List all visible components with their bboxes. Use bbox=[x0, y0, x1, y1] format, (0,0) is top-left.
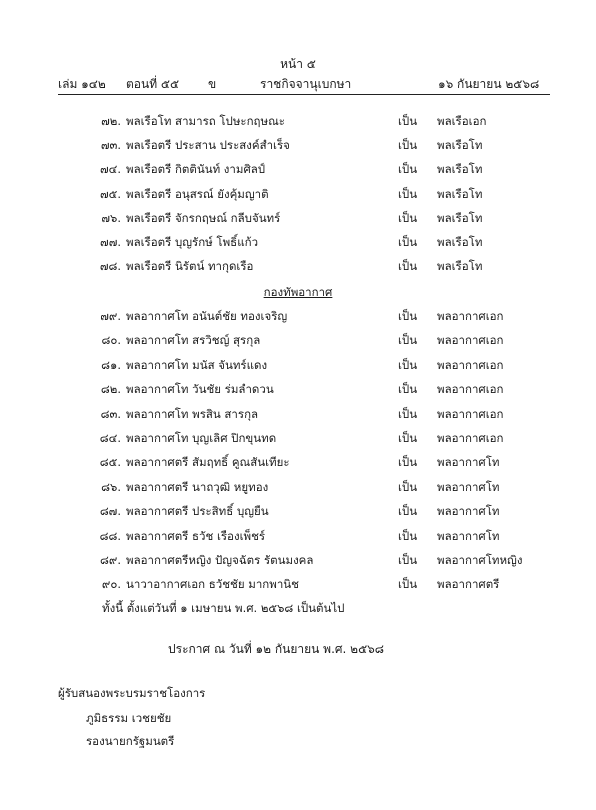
promotion-row bbox=[0, 454, 596, 474]
new-rank: พลอากาศเอก bbox=[437, 357, 504, 372]
row-number: ๗๔. bbox=[99, 162, 121, 177]
row-number: ๘๐. bbox=[101, 333, 121, 348]
new-rank: พลอากาศโทหญิง bbox=[437, 553, 523, 567]
row-number: ๘๔. bbox=[99, 431, 121, 445]
promotion-row bbox=[0, 137, 596, 157]
officer-name: พลเรือตรี อนุสรณ์ ยังคุ้มญาติ bbox=[126, 186, 269, 201]
row-number: ๗๖. bbox=[101, 210, 121, 225]
promotion-row bbox=[0, 576, 596, 596]
row-number: ๘๕. bbox=[99, 455, 121, 470]
announcement-date: ประกาศ ณ วันที่ ๑๒ กันยายน พ.ศ. ๒๕๖๘ bbox=[168, 642, 385, 656]
promotion-row bbox=[0, 161, 596, 181]
promotion-row bbox=[0, 332, 596, 352]
row-number: ๘๒. bbox=[100, 382, 121, 397]
new-rank: พลอากาศตรี bbox=[437, 577, 500, 592]
officer-name: พลอากาศตรี ธวัช เรืองเพ็ชร์ bbox=[126, 528, 266, 543]
row-number: ๘๖. bbox=[101, 479, 121, 494]
to-word: เป็น bbox=[398, 382, 418, 397]
promotion-row bbox=[0, 186, 596, 206]
new-rank: พลอากาศโท bbox=[437, 455, 500, 470]
officer-name: พลอากาศโท บุญเลิศ ปิกขุนทด bbox=[126, 431, 277, 445]
promotion-row bbox=[0, 210, 596, 230]
countersign-label: ผู้รับสนองพระบรมราชโองการ bbox=[58, 686, 206, 700]
to-word: เป็น bbox=[398, 431, 418, 445]
new-rank: พลเรือโท bbox=[437, 235, 483, 249]
officer-name: พลอากาศตรี นาถวุฒิ หยูทอง bbox=[126, 479, 269, 494]
new-rank: พลอากาศโท bbox=[437, 504, 500, 519]
promotion-row bbox=[0, 552, 596, 572]
page-number: หน้า ๕ bbox=[280, 57, 316, 71]
promotion-row bbox=[0, 234, 596, 254]
volume-label: เล่ม ๑๔๒ bbox=[58, 77, 106, 91]
new-rank: พลเรือโท bbox=[437, 162, 483, 177]
row-number: ๙๐. bbox=[101, 577, 121, 592]
to-word: เป็น bbox=[398, 553, 418, 567]
row-number: ๗๘. bbox=[99, 259, 121, 274]
officer-name: พลเรือตรี จักรกฤษณ์ กลีบจันทร์ bbox=[126, 210, 281, 225]
gazette-header-line bbox=[58, 75, 548, 93]
new-rank: พลเรือโท bbox=[437, 138, 483, 153]
to-word: เป็น bbox=[398, 357, 418, 372]
row-number: ๗๓. bbox=[100, 138, 121, 153]
to-word: เป็น bbox=[398, 504, 418, 519]
header-divider bbox=[58, 94, 550, 95]
row-number: ๘๘. bbox=[99, 528, 121, 543]
promotion-row bbox=[0, 357, 596, 377]
row-number: ๘๗. bbox=[99, 504, 121, 519]
officer-name: พลเรือตรี นิรัตน์ ทากุดเรือ bbox=[126, 259, 254, 274]
to-word: เป็น bbox=[398, 479, 418, 494]
promotion-row bbox=[0, 406, 596, 426]
to-word: เป็น bbox=[398, 406, 418, 421]
to-word: เป็น bbox=[398, 309, 418, 323]
new-rank: พลเรือเอก bbox=[437, 114, 487, 128]
issue-label: ตอนที่ ๕๕ bbox=[126, 77, 180, 91]
new-rank: พลอากาศเอก bbox=[437, 406, 504, 421]
issue-date: ๑๖ กันยายน ๒๕๖๘ bbox=[438, 77, 540, 91]
to-word: เป็น bbox=[398, 455, 418, 470]
row-number: ๘๙. bbox=[100, 553, 121, 567]
new-rank: พลอากาศโท bbox=[437, 528, 500, 543]
row-number: ๗๙. bbox=[100, 309, 121, 323]
to-word: เป็น bbox=[398, 333, 418, 348]
to-word: เป็น bbox=[398, 210, 418, 225]
officer-name: พลอากาศโท พรสิน สารกุล bbox=[126, 406, 259, 421]
row-number: ๗๗. bbox=[100, 235, 121, 249]
officer-name: พลอากาศโท มนัส จันทร์แดง bbox=[126, 357, 268, 372]
gazette-title: ราชกิจจานุเบกษา bbox=[260, 77, 352, 91]
promotion-row bbox=[0, 308, 596, 328]
officer-name: พลอากาศโท อนันต์ชัย ทองเจริญ bbox=[126, 309, 288, 323]
to-word: เป็น bbox=[398, 186, 418, 201]
promotion-row bbox=[0, 430, 596, 450]
new-rank: พลอากาศเอก bbox=[437, 431, 504, 445]
officer-name: พลเรือตรี ประสาน ประสงค์สำเร็จ bbox=[126, 138, 290, 153]
to-word: เป็น bbox=[398, 528, 418, 543]
promotion-row bbox=[0, 503, 596, 523]
officer-name: พลอากาศตรี สัมฤทธิ์ คูณสันเทียะ bbox=[126, 455, 290, 470]
to-word: เป็น bbox=[398, 138, 418, 153]
signatory-position: รองนายกรัฐมนตรี bbox=[86, 734, 175, 748]
new-rank: พลอากาศโท bbox=[437, 479, 500, 494]
officer-name: พลเรือโท สามารถ โปษะกฤษณะ bbox=[126, 114, 285, 128]
row-number: ๘๓. bbox=[100, 406, 121, 421]
new-rank: พลเรือโท bbox=[437, 186, 483, 201]
new-rank: พลอากาศเอก bbox=[437, 309, 504, 323]
promotion-row bbox=[0, 528, 596, 548]
section-letter: ข bbox=[208, 77, 217, 91]
officer-name: พลอากาศโท วันชัย ร่มลำดวน bbox=[126, 382, 274, 397]
to-word: เป็น bbox=[398, 259, 418, 274]
new-rank: พลเรือโท bbox=[437, 259, 483, 274]
to-word: เป็น bbox=[398, 577, 418, 592]
signatory-name: ภูมิธรรม เวชยชัย bbox=[86, 711, 172, 725]
row-number: ๘๑. bbox=[101, 357, 121, 372]
promotion-row bbox=[0, 381, 596, 401]
row-number: ๗๒. bbox=[101, 114, 121, 128]
officer-name: พลอากาศตรี ประสิทธิ์ บุญยืน bbox=[126, 504, 269, 519]
officer-name: นาวาอากาศเอก ธวัชชัย มากพานิช bbox=[126, 577, 299, 592]
effective-date-text: ทั้งนี้ ตั้งแต่วันที่ ๑ เมษายน พ.ศ. ๒๕๖๘ เป็นต้นไป bbox=[102, 601, 345, 615]
promotion-row bbox=[0, 479, 596, 499]
row-number: ๗๕. bbox=[99, 186, 121, 201]
officer-name: พลอากาศตรีหญิง ปัญจฉัตร รัตนมงคล bbox=[126, 553, 314, 567]
officer-name: พลอากาศโท สรวิชญ์ สุรกุล bbox=[126, 333, 261, 348]
new-rank: พลเรือโท bbox=[437, 210, 483, 225]
new-rank: พลอากาศเอก bbox=[437, 333, 504, 348]
officer-name: พลเรือตรี กิตตินันท์ งามศิลป์ bbox=[126, 162, 266, 177]
new-rank: พลอากาศเอก bbox=[437, 382, 504, 397]
section-heading-air-force: กองทัพอากาศ bbox=[263, 285, 333, 299]
to-word: เป็น bbox=[398, 235, 418, 249]
promotion-row bbox=[0, 258, 596, 278]
promotion-row bbox=[0, 113, 596, 133]
officer-name: พลเรือตรี บุญรักษ์ โพธิ์แก้ว bbox=[126, 235, 259, 249]
to-word: เป็น bbox=[398, 114, 418, 128]
to-word: เป็น bbox=[398, 162, 418, 177]
